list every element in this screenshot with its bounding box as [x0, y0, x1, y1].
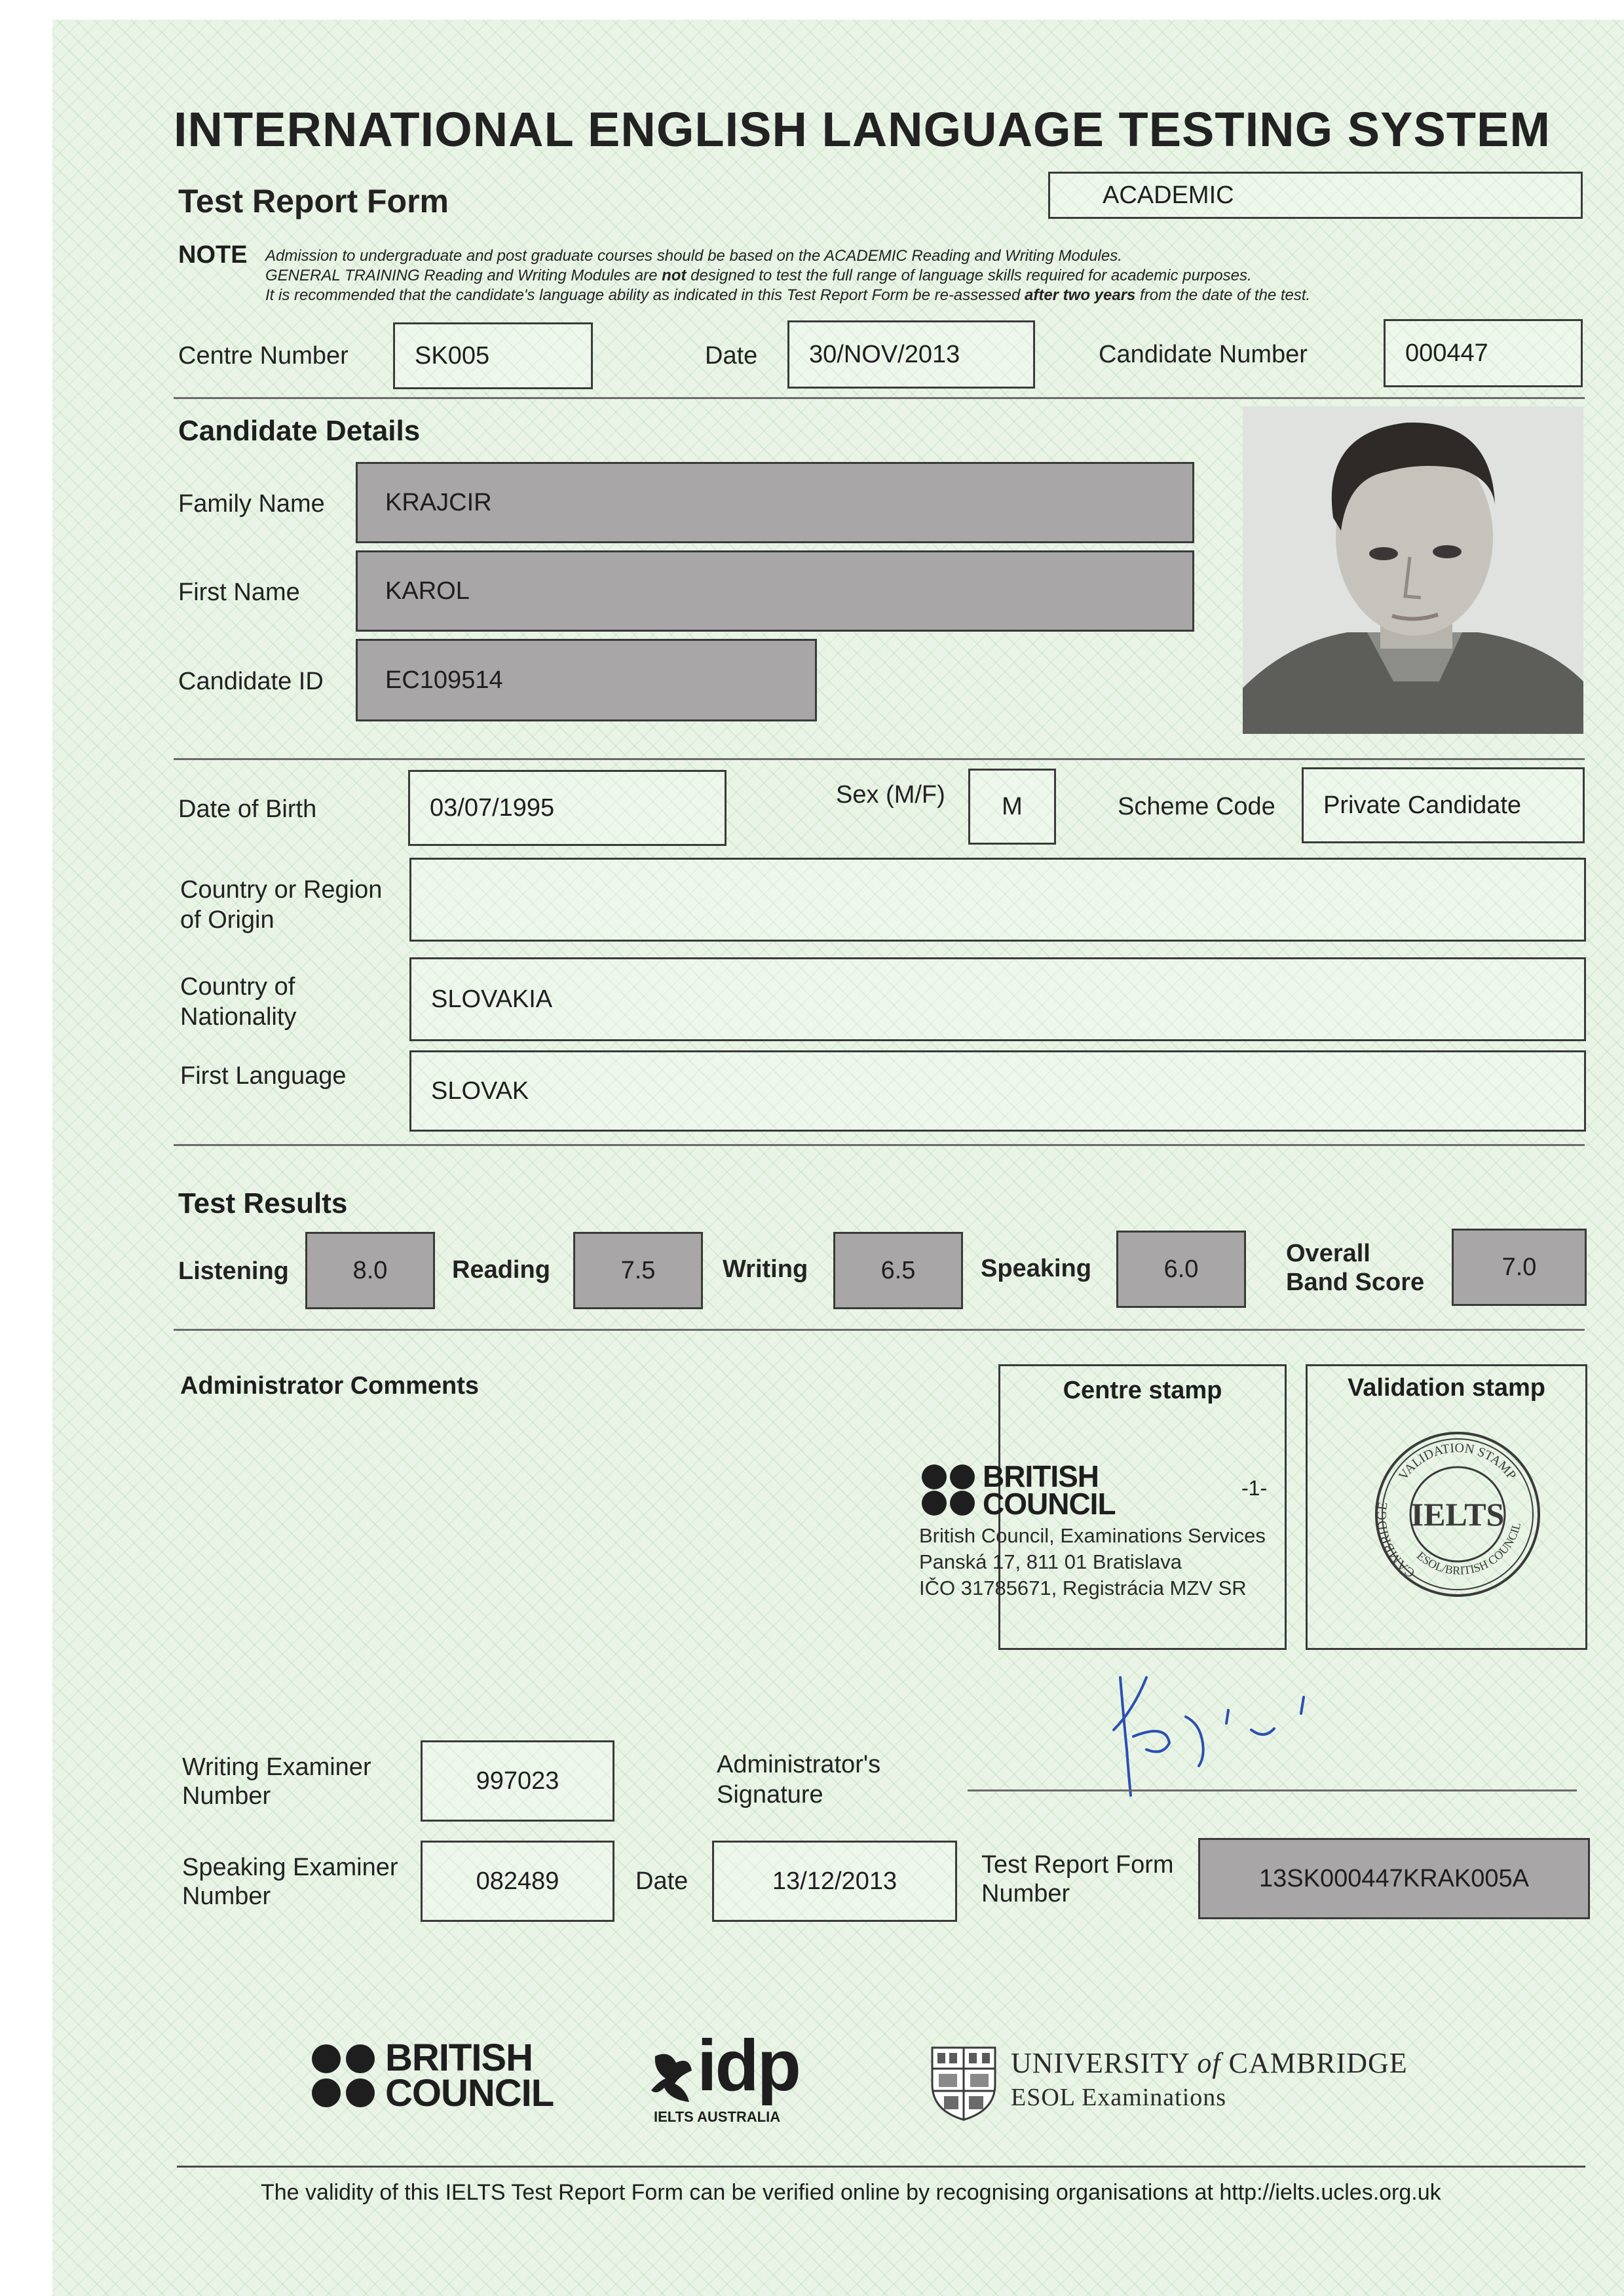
divider	[174, 1329, 1585, 1331]
candidate-photo	[1243, 406, 1583, 734]
note-label: NOTE	[178, 241, 248, 269]
footer-divider	[177, 2166, 1585, 2168]
writing-examiner-value: 997023	[476, 1767, 559, 1795]
sex-value: M	[1002, 792, 1023, 820]
dob-label: Date of Birth	[178, 795, 317, 823]
listening-score	[305, 1232, 435, 1309]
trf-number-field	[1198, 1838, 1590, 1919]
document-title: INTERNATIONAL ENGLISH LANGUAGE TESTING SYSTEM	[174, 102, 1551, 157]
module-value: ACADEMIC	[1103, 181, 1234, 209]
idp-logo-subtext: IELTS AUSTRALIA	[654, 2109, 781, 2125]
idp-logo	[650, 2050, 696, 2109]
test-date-value: 30/NOV/2013	[809, 340, 960, 368]
module-box	[1048, 172, 1583, 219]
candidate-id-label: Candidate ID	[178, 668, 324, 695]
candidate-id-value: EC109514	[385, 666, 503, 694]
british-council-logo-text: BRITISH COUNCIL	[385, 2037, 554, 2114]
candidate-id-field	[356, 639, 817, 721]
cambridge-logo-text	[1011, 2046, 1408, 2114]
ielts-validation-seal	[1372, 1428, 1543, 1603]
candidate-number-label: Candidate Number	[1099, 341, 1308, 368]
writing-examiner-label: Writing Examiner Number	[182, 1753, 371, 1810]
first-language-field	[409, 1050, 1586, 1132]
nationality-label: Country of Nationality	[180, 973, 297, 1031]
sex-label: Sex (M/F)	[836, 781, 945, 809]
seal-center-text: IELTS	[1410, 1496, 1505, 1533]
admin-signature-label: Administrator's Signature	[717, 1751, 881, 1808]
test-results-heading: Test Results	[178, 1187, 348, 1219]
british-council-dots-icon	[920, 1463, 979, 1517]
divider	[174, 1144, 1585, 1146]
speaking-score	[1116, 1231, 1246, 1308]
seal-ring-top: VALIDATION STAMP	[1395, 1440, 1519, 1483]
british-council-stamp-logo	[920, 1463, 979, 1520]
candidate-number-value: 000447	[1405, 339, 1488, 367]
writing-label: Writing	[723, 1255, 808, 1283]
first-language-value: SLOVAK	[431, 1077, 529, 1105]
idp-logo-text: idp	[697, 2025, 799, 2106]
cambridge-crest-icon	[930, 2045, 998, 2122]
issue-date-value: 13/12/2013	[772, 1867, 897, 1895]
administrator-signature	[1107, 1651, 1323, 1805]
sex-field	[968, 769, 1056, 845]
overall-band-score	[1452, 1229, 1587, 1306]
issue-date-label: Date	[635, 1867, 689, 1895]
candidate-number-field	[1384, 319, 1583, 387]
seal-ring-bottom: ESOL/BRITISH COUNCIL	[1414, 1521, 1524, 1577]
footer-validity-text: The validity of this IELTS Test Report Form can be verified online by recognising organisations at http://ielts.ucles.org.uk	[261, 2180, 1441, 2205]
centre-number-label: Centre Number	[178, 342, 349, 370]
stamp-address: British Council, Examinations Services Panská 17, 811 01 Bratislava IČO 31785671, Registrácia MZV SR	[919, 1524, 1266, 1599]
note-text	[265, 246, 1549, 305]
candidate-details-heading: Candidate Details	[178, 415, 421, 447]
country-origin-field	[409, 858, 1586, 942]
listening-label: Listening	[178, 1257, 289, 1285]
nationality-value: SLOVAKIA	[431, 985, 553, 1013]
speaking-label: Speaking	[981, 1255, 1091, 1282]
idp-logo-icon	[650, 2050, 696, 2106]
scheme-code-field	[1302, 767, 1585, 843]
cambridge-crest	[930, 2045, 998, 2126]
overall-band-score-value: 7.0	[1501, 1253, 1537, 1281]
nationality-field	[409, 957, 1586, 1041]
family-name-field	[356, 462, 1194, 543]
speaking-examiner-value: 082489	[476, 1867, 559, 1895]
cambridge-esol-line: ESOL Examinations	[1011, 2084, 1227, 2111]
handwritten-signature	[1107, 1651, 1323, 1802]
signature-line	[968, 1789, 1577, 1791]
first-name-value: KAROL	[385, 577, 470, 605]
form-subtitle: Test Report Form	[178, 183, 449, 220]
country-origin-label: Country or Region of Origin	[180, 876, 383, 934]
seal-ring-left: CAMBRIDGE	[1374, 1501, 1418, 1580]
first-name-field	[356, 550, 1194, 632]
dob-field	[408, 770, 727, 846]
trf-number-value: 13SK000447KRAK005A	[1259, 1864, 1529, 1892]
centre-stamp-label: Centre stamp	[1063, 1377, 1222, 1404]
first-name-label: First Name	[178, 579, 300, 606]
ielts-seal-icon	[1372, 1428, 1543, 1600]
svg-text:VALIDATION STAMP	[1396, 1441, 1519, 1483]
note-line-1: Admission to undergraduate and post graduate courses should be based on the ACADEMIC Reading and Writing Modules.	[265, 247, 1122, 265]
scheme-code-label: Scheme Code	[1118, 793, 1275, 820]
speaking-score-value: 6.0	[1163, 1255, 1199, 1283]
overall-band-label: Overall Band Score	[1286, 1240, 1425, 1296]
candidate-photo-illustration	[1243, 406, 1583, 734]
listening-score-value: 8.0	[352, 1256, 388, 1284]
writing-score	[833, 1232, 963, 1309]
speaking-examiner-label: Speaking Examiner Number	[182, 1854, 398, 1910]
british-council-logo	[311, 2043, 377, 2113]
issue-date-field	[712, 1841, 957, 1922]
stamp-british-council-text: BRITISH COUNCIL	[983, 1459, 1116, 1521]
family-name-value: KRAJCIR	[385, 488, 492, 516]
centre-number-value: SK005	[415, 341, 490, 370]
date-label: Date	[705, 342, 758, 370]
first-language-label: First Language	[180, 1062, 347, 1090]
centre-number-field	[393, 322, 593, 389]
writing-score-value: 6.5	[880, 1256, 916, 1284]
note-line-3: It is recommended that the candidate's language ability as indicated in this Test Report Form be re-assessed after two years from the date of the test.	[265, 286, 1311, 304]
cambridge-university-line: UNIVERSITY of CAMBRIDGE	[1011, 2047, 1408, 2079]
speaking-examiner-field	[421, 1841, 614, 1922]
stamp-page-mark: -1-	[1241, 1476, 1268, 1500]
scheme-code-value: Private Candidate	[1323, 791, 1522, 819]
reading-label: Reading	[452, 1256, 550, 1284]
reading-score	[573, 1232, 703, 1309]
dob-value: 03/07/1995	[430, 794, 555, 822]
trf-number-label: Test Report Form Number	[981, 1851, 1174, 1907]
british-council-logo-icon	[311, 2043, 377, 2110]
divider	[174, 758, 1585, 760]
writing-examiner-field	[421, 1740, 614, 1822]
family-name-label: Family Name	[178, 490, 325, 518]
administrator-comments-label: Administrator Comments	[180, 1372, 480, 1400]
test-date-field	[787, 320, 1035, 389]
reading-score-value: 7.5	[620, 1256, 656, 1284]
divider	[174, 397, 1585, 399]
note-line-2: GENERAL TRAINING Reading and Writing Modules are not designed to test the full range of language skills required for academic purposes.	[265, 267, 1252, 284]
validation-stamp-label: Validation stamp	[1348, 1374, 1545, 1402]
